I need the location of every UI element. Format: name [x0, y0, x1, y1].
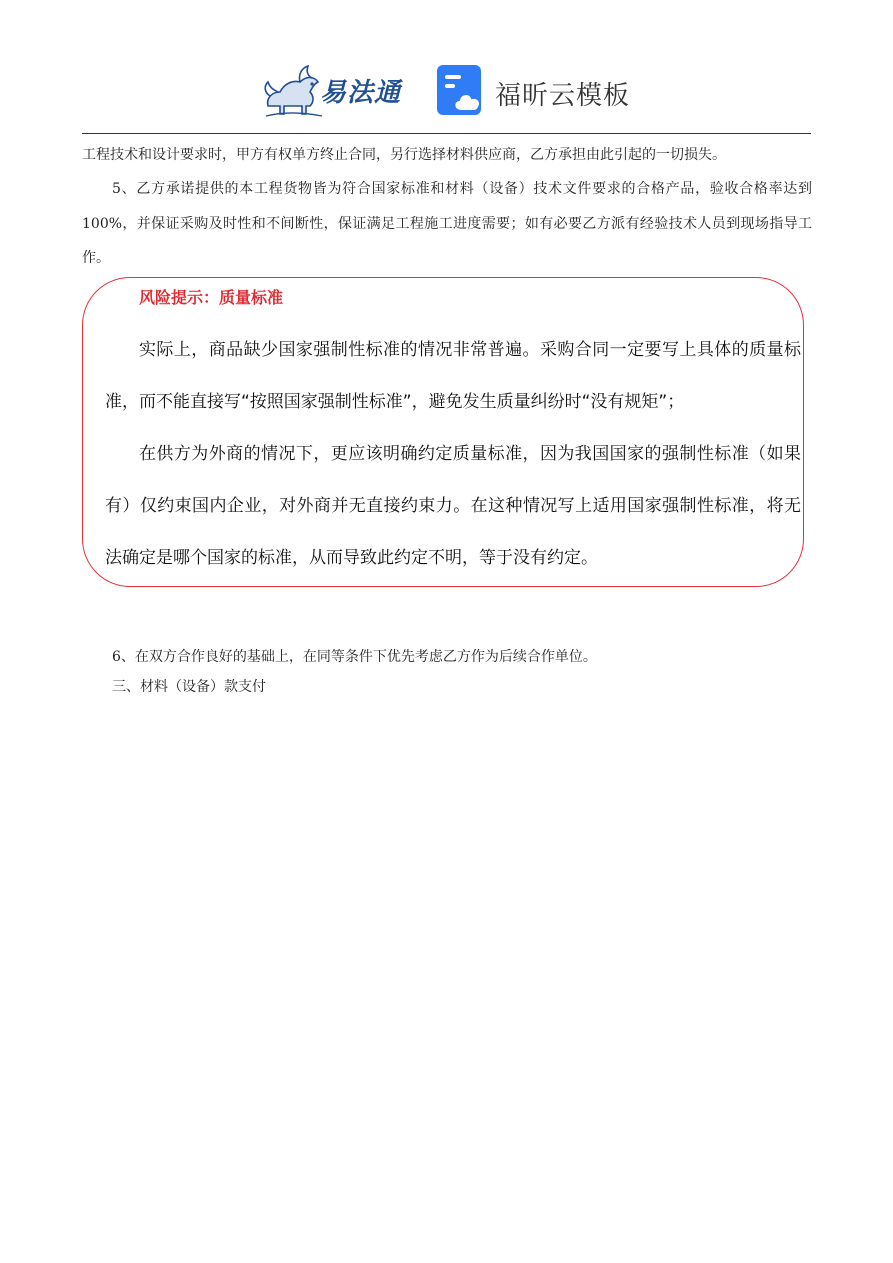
- header-divider: [82, 133, 811, 134]
- fuxin-template-logo: [437, 65, 637, 117]
- section-3-heading: 三、材料（设备）款支付: [112, 679, 266, 695]
- clause-continuation-paragraph: 工程技术和设计要求时，甲方有权单方终止合同，另行选择材料供应商，乙方承担由此引起的一切损失。: [82, 147, 726, 163]
- clause-item-6-paragraph: 6、在双方合作良好的基础上，在同等条件下优先考虑乙方作为后续合作单位。: [112, 649, 597, 665]
- yifatong-logo: [262, 62, 412, 118]
- risk-warning-paragraph-1: 实际上，商品缺少国家强制性标准的情况非常普遍。采购合同一定要写上具体的质量标准，而不能直接写“按照国家强制性标准”，避免发生质量纠纷时“没有规矩”；: [105, 340, 801, 412]
- document-cloud-icon: [437, 65, 487, 117]
- qilin-mascot-icon: [262, 62, 324, 118]
- risk-warning-box: [82, 277, 804, 587]
- risk-warning-title: 风险提示：质量标准: [139, 288, 284, 307]
- risk-warning-paragraph-2: 在供方为外商的情况下，更应该明确约定质量标准，因为我国国家的强制性标准（如果有）仅约束国内企业，对外商并无直接约束力。在这种情况写上适用国家强制性标准，将无法确定是哪个国家的标准，从而导致此约定不明，等于没有约定。: [105, 444, 801, 568]
- fuxin-template-logo-text: 福昕云模板: [495, 81, 631, 111]
- clause-item-5-paragraph: 5、乙方承诺提供的本工程货物皆为符合国家标准和材料（设备）技术文件要求的合格产品，验收合格率达到100%，并保证采购及时性和不间断性，保证满足工程施工进度需要；如有必要乙方派有经验技术人员到现场指导工作。: [82, 181, 812, 266]
- page-header: [0, 56, 893, 126]
- yifatong-logo-text: 易法通: [320, 78, 402, 108]
